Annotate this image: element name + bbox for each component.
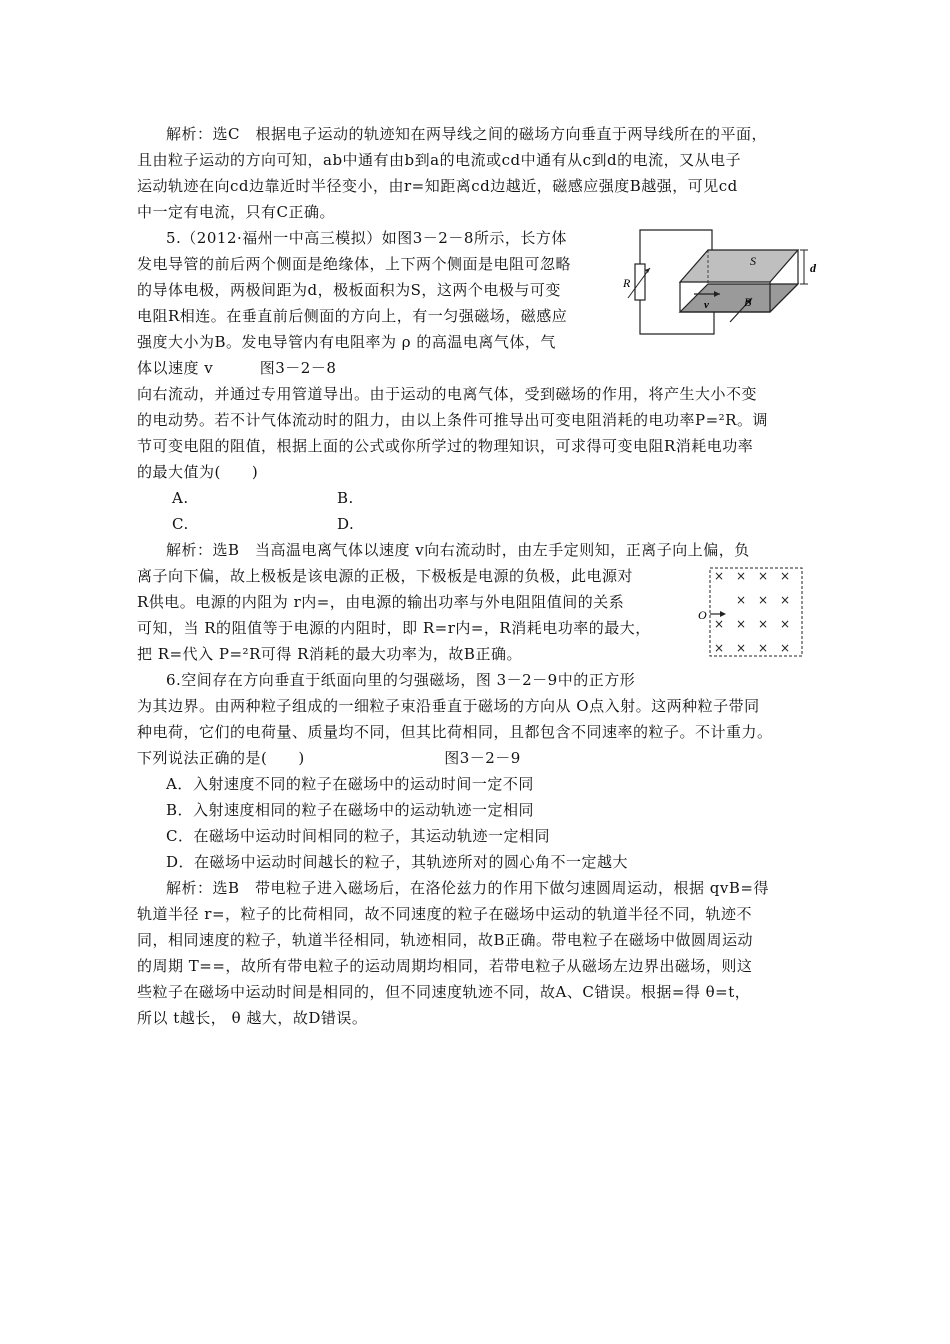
q6-line-1: 6.空间存在方向垂直于纸面向里的匀强磁场，图 3－2－9中的正方形 [166,671,636,689]
q5-line-3: 的导体电极，两极间距为d，极板面积为S，这两个电极与可变 [137,281,561,299]
label-d: d [810,261,816,275]
q6-line-3: 种电荷，它们的电荷量、质量均不同，但其比荷相同，且都包含不同速率的粒子。不计重力。 [137,723,773,741]
analysis6-line-3: 同，相同速度的粒子，轨道半径相同，轨迹相同，故B正确。带电粒子在磁场中做圆周运动 [137,931,754,949]
figure-3-2-8-generator-tube [620,222,830,340]
cross-mark: × [736,617,747,631]
q6-option-c: C．在磁场中运动时间相同的粒子，其运动轨迹一定相同 [166,827,550,845]
cross-mark: × [736,641,747,655]
cross-mark: × [780,569,791,583]
analysis5-line-4: 可知，当 R的阻值等于电源的内阻时，即 R=r内=，R消耗电功率的最大， [137,619,651,637]
cross-mark: × [714,641,725,655]
q5-line-9: 节可变电阻的阻值，根据上面的公式或你所学过的物理知识，可求得可变电阻R消耗电功率 [137,437,754,455]
q5-option-d: D. [337,515,355,533]
analysis6-line-4: 的周期 T==，故所有带电粒子的运动周期均相同，若带电粒子从磁场左边界出磁场，则这 [137,957,753,975]
figure-3-2-9-magnetic-field [698,564,808,660]
cross-mark: × [736,569,747,583]
cross-mark: × [780,641,791,655]
label-r: R [623,276,631,290]
analysis-prev-line-3: 运动轨迹在向cd边靠近时半径变小，由r=知距离cd边越近，磁感应强度B越强，可见cd [137,177,738,195]
cross-mark: × [714,617,725,631]
q5-line-6: 体以速度 v 图3－2－8 [137,359,337,377]
q6-option-b: B．入射速度相同的粒子在磁场中的运动轨迹一定相同 [166,801,535,819]
q6-option-a: A．入射速度不同的粒子在磁场中的运动时间一定不同 [166,775,534,793]
q6-option-d: D．在磁场中运动时间越长的粒子，其轨迹所对的圆心角不一定越大 [166,853,629,871]
cross-mark: × [780,593,791,607]
cross-mark: × [758,641,769,655]
q5-option-c: C. [172,515,189,533]
cross-mark: × [758,569,769,583]
q5-line-5: 强度大小为B。发电导管内有电阻率为 ρ 的高温电离气体，气 [137,333,556,351]
q5-option-b: B. [337,489,354,507]
analysis-prev-line-4: 中一定有电流，只有C正确。 [137,203,335,221]
analysis5-line-2: 离子向下偏，故上极板是该电源的正极，下极板是电源的负极，此电源对 [137,567,634,585]
analysis5-line-5: 把 R=代入 P=²R可得 R消耗的最大功率为，故B正确。 [137,645,522,663]
q5-option-a: A. [172,489,189,507]
analysis5-line-3: R供电。电源的内阻为 r内=，由电源的输出功率与外电阻阻值间的关系 [137,593,625,611]
q5-line-8: 的电动势。若不计气体流动时的阻力，由以上条件可推导出可变电阻消耗的电功率P=²R。调 [137,411,768,429]
label-o: O [698,608,707,622]
cross-mark: × [758,593,769,607]
analysis-prev-line-1: 解析：选C 根据电子运动的轨迹知在两导线之间的磁场方向垂直于两导线所在的平面， [166,125,767,143]
q6-line-2: 为其边界。由两种粒子组成的一细粒子束沿垂直于磁场的方向从 O点入射。这两种粒子带同 [137,697,760,715]
analysis-prev-line-2: 且由粒子运动的方向可知，ab中通有由b到a的电流或cd中通有从c到d的电流，又从电子 [137,151,742,169]
analysis6-line-2: 轨道半径 r=，粒子的比荷相同，故不同速度的粒子在磁场中运动的轨道半径不同，轨迹不 [137,905,753,923]
analysis5-line-1: 解析：选B 当高温电离气体以速度 v向右流动时，由左手定则知，正离子向上偏，负 [166,541,750,559]
q5-line-2: 发电导管的前后两个侧面是绝缘体，上下两个侧面是电阻可忽略 [137,255,572,273]
q5-line-7: 向右流动，并通过专用管道导出。由于运动的电离气体，受到磁场的作用，将产生大小不变 [137,385,758,403]
q5-line-1: 5.（2012·福州一中高三模拟）如图3－2－8所示，长方体 [166,229,567,247]
cross-mark: × [714,569,725,583]
cross-mark: × [758,617,769,631]
field-cross-marks [714,569,790,655]
analysis6-line-5: 些粒子在磁场中运动时间是相同的，但不同速度轨迹不同，故A、C错误。根据=得 θ=t， [137,983,751,1001]
q5-line-4: 电阻R相连。在垂直前后侧面的方向上，有一匀强磁场，磁感应 [137,307,568,325]
q6-line-4: 下列说法正确的是( ) 图3－2－9 [137,749,521,767]
cross-mark: × [780,617,791,631]
cross-mark: × [736,593,747,607]
analysis6-line-1: 解析：选B 带电粒子进入磁场后，在洛伦兹力的作用下做匀速圆周运动，根据 qvB=得 [166,879,769,897]
label-s: S [750,254,756,268]
q5-line-10: 的最大值为( ) [137,463,259,481]
label-v: v [704,299,709,311]
analysis6-line-6: 所以 t越长， θ 越大，故D错误。 [137,1009,368,1027]
label-b: B [744,295,752,309]
